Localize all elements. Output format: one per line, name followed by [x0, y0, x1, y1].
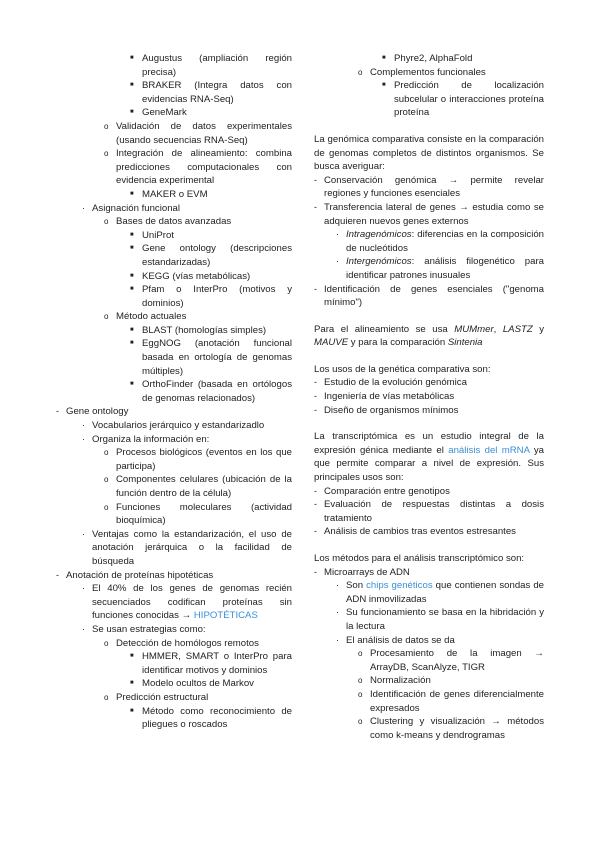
- paragraph: Los usos de la genética comparativa son:: [314, 363, 491, 375]
- square-bullet-icon: ■: [130, 326, 134, 333]
- left-column: [56, 52, 292, 732]
- list-item: o Integración de alineamiento: combina predicciones computacionales con evidencia experimental: [104, 148, 292, 187]
- square-bullet-icon: ■: [130, 109, 134, 116]
- circle-bullet-icon: o: [358, 676, 363, 686]
- list-item: o Predicción estructural: [104, 691, 209, 703]
- square-bullet-icon: ■: [130, 190, 134, 197]
- list-item: ■ MAKER o EVM: [130, 188, 208, 200]
- list-item: - Conservación genómica → permite revelar regiones y funciones esenciales: [314, 174, 544, 200]
- list-item: o Complementos funcionales: [358, 66, 486, 78]
- square-bullet-icon: ■: [130, 286, 134, 293]
- dash-bullet-icon: -: [314, 201, 317, 212]
- dash-bullet-icon: -: [314, 174, 317, 185]
- paragraph: La genómica comparativa consiste en la comparación de genomas completos de distintos organismos. Se busca averiguar:: [314, 133, 544, 173]
- list-item: ■ GeneMark: [130, 107, 187, 119]
- square-bullet-icon: ■: [130, 272, 134, 279]
- list-item: o Validación de datos experimentales (usando secuencias RNA-Seq): [104, 120, 292, 146]
- dash-bullet-icon: -: [314, 283, 317, 294]
- list-item: o Funciones moleculares (actividad bioquímica): [104, 501, 292, 527]
- list-item: · Se usan estrategias como:: [82, 623, 206, 635]
- dash-bullet-icon: -: [314, 499, 317, 510]
- list-item: ■ Pfam o InterPro (motivos y dominios): [130, 284, 292, 309]
- list-item: - Gene ontology: [56, 406, 129, 418]
- dash-bullet-icon: -: [314, 404, 317, 415]
- list-item: o Componentes celulares (ubicación de la función dentro de la célula): [104, 474, 292, 499]
- list-item: o Método actuales: [104, 311, 187, 323]
- list-item: - Microarrays de ADN: [314, 566, 410, 578]
- dot-bullet-icon: ·: [336, 256, 339, 267]
- circle-bullet-icon: o: [104, 448, 109, 458]
- list-item: · Organiza la información en:: [82, 433, 210, 445]
- square-bullet-icon: ■: [382, 55, 386, 61]
- list-item: - Ingeniería de vías metabólicas: [314, 391, 455, 403]
- circle-bullet-icon: o: [104, 692, 109, 702]
- list-item: o Clustering y visualización → métodos como k-means y dendrogramas: [358, 716, 544, 741]
- list-item: o Normalización: [358, 675, 431, 687]
- highlight-term: análisis del mRNA: [448, 444, 530, 456]
- list-item: ■ Predicción de localización subcelular o interacciones proteína proteína: [382, 80, 544, 119]
- list-item: o Bases de datos avanzadas: [104, 216, 232, 228]
- dash-bullet-icon: -: [314, 485, 317, 496]
- list-item: ■ UniProt: [130, 229, 174, 241]
- list-item: ■ KEGG (vías metabólicas): [130, 270, 251, 282]
- circle-bullet-icon: o: [104, 121, 109, 131]
- list-item: o Detección de homólogos remotos: [104, 637, 259, 649]
- dot-bullet-icon: ·: [336, 607, 339, 618]
- dot-bullet-icon: ·: [82, 528, 85, 539]
- dot-bullet-icon: ·: [82, 583, 85, 594]
- list-item: ■ BRAKER (Integra datos con evidencias RNA-Seq): [130, 80, 292, 105]
- list-item: · Son chips genéticos que contienen sondas de ADN inmovilizadas: [336, 580, 544, 605]
- dot-bullet-icon: ·: [336, 580, 339, 591]
- list-item: - Identificación de genes esenciales ("genoma mínimo"): [314, 283, 544, 309]
- highlight-term: HIPOTÉTICAS: [193, 610, 258, 622]
- dot-bullet-icon: ·: [336, 634, 339, 645]
- square-bullet-icon: ■: [130, 707, 134, 714]
- square-bullet-icon: ■: [382, 82, 386, 89]
- circle-bullet-icon: o: [358, 649, 363, 659]
- list-item: - Transferencia lateral de genes → estudia como se adquieren nuevos genes externos: [314, 201, 544, 227]
- dash-bullet-icon: -: [314, 377, 317, 388]
- list-item: o Procesos biológicos (eventos en los que participa): [104, 447, 292, 472]
- circle-bullet-icon: o: [358, 689, 363, 699]
- square-bullet-icon: ■: [130, 55, 134, 61]
- list-item: - Evaluación de respuestas distintas a dosis tratamiento: [314, 499, 544, 524]
- list-item: ■ EggNOG (anotación funcional basada en ortología de genomas múltiples): [130, 338, 292, 377]
- dot-bullet-icon: ·: [82, 623, 85, 634]
- square-bullet-icon: ■: [130, 340, 134, 347]
- dash-bullet-icon: -: [314, 391, 317, 402]
- list-item: ■ HMMER, SMART o InterPro para identificar motivos y dominios: [130, 651, 292, 676]
- circle-bullet-icon: o: [104, 217, 109, 227]
- list-item: · El 40% de los genes de genomas recién secuenciados codifican proteínas sin funciones conocidas → HIPOTÉTICAS: [82, 583, 292, 622]
- list-item: ■ Augustus (ampliación región precisa): [130, 53, 292, 78]
- circle-bullet-icon: o: [358, 717, 363, 727]
- list-item: ■ Modelo ocultos de Markov: [130, 678, 254, 690]
- circle-bullet-icon: o: [358, 67, 363, 77]
- list-item: - Análisis de cambios tras eventos estresantes: [314, 526, 516, 538]
- list-item: · Su funcionamiento se basa en la hibridación y la lectura: [336, 607, 544, 632]
- list-item: · Intergenómicos: análisis filogenético para identificar patrones inusuales: [336, 256, 544, 281]
- square-bullet-icon: ■: [130, 82, 134, 89]
- square-bullet-icon: ■: [130, 653, 134, 660]
- right-column: [314, 52, 544, 742]
- dash-bullet-icon: -: [314, 526, 317, 537]
- list-item: - Estudio de la evolución genómica: [314, 377, 467, 389]
- list-item: · El análisis de datos se da: [336, 634, 455, 646]
- list-item: ■ Phyre2, AlphaFold: [382, 53, 473, 64]
- list-item: - Comparación entre genotipos: [314, 485, 450, 497]
- paragraph: La transcriptómica es un estudio integral de la expresión génica mediante el análisis del mRNA ya que permite comparar a nivel de expresión. Sus principales usos son:: [314, 431, 544, 484]
- list-item: ■ BLAST (homologías simples): [130, 324, 267, 336]
- dot-bullet-icon: ·: [82, 420, 85, 431]
- list-item: - Anotación de proteínas hipotéticas: [56, 569, 214, 581]
- dash-bullet-icon: -: [56, 569, 59, 580]
- list-item: o Procesamiento de la imagen → ArrayDB, ScanAlyze, TIGR: [358, 648, 544, 673]
- list-item: · Asignación funcional: [82, 202, 181, 214]
- paragraph: Los métodos para el análisis transcriptómico son:: [314, 553, 525, 564]
- paragraph: Para el alineamiento se usa MUMmer, LASTZ y MAUVE y para la comparación Sintenia: [314, 323, 544, 349]
- highlight-term: chips genéticos: [366, 580, 433, 592]
- circle-bullet-icon: o: [104, 475, 109, 485]
- list-item: · Ventajas como la estandarización, el uso de anotación jerárquica o la facilidad de búsqueda: [82, 528, 292, 567]
- list-item: - Diseño de organismos mínimos: [314, 404, 459, 416]
- list-item: · Intragenómicos: diferencias en la composición de nucleótidos: [336, 229, 544, 254]
- list-item: · Vocabularios jerárquico y estandarizadlo: [82, 420, 265, 432]
- square-bullet-icon: ■: [130, 245, 134, 252]
- list-item: o Identificación de genes diferencialmente expresados: [358, 688, 544, 714]
- circle-bullet-icon: o: [104, 638, 109, 648]
- list-item: ■ OrthoFinder (basada en ortólogos de genomas relacionados): [130, 379, 292, 404]
- dash-bullet-icon: -: [314, 566, 317, 577]
- dash-bullet-icon: -: [56, 406, 59, 417]
- dot-bullet-icon: ·: [336, 229, 339, 240]
- square-bullet-icon: ■: [130, 231, 134, 238]
- circle-bullet-icon: o: [104, 502, 109, 512]
- square-bullet-icon: ■: [130, 680, 134, 687]
- circle-bullet-icon: o: [104, 312, 109, 322]
- list-item: ■ Método como reconocimiento de pliegues o roscados: [130, 705, 292, 731]
- dot-bullet-icon: ·: [82, 202, 85, 213]
- list-item: ■ Gene ontology (descripciones estandarizadas): [130, 243, 292, 268]
- dot-bullet-icon: ·: [82, 433, 85, 444]
- circle-bullet-icon: o: [104, 149, 109, 159]
- square-bullet-icon: ■: [130, 381, 134, 388]
